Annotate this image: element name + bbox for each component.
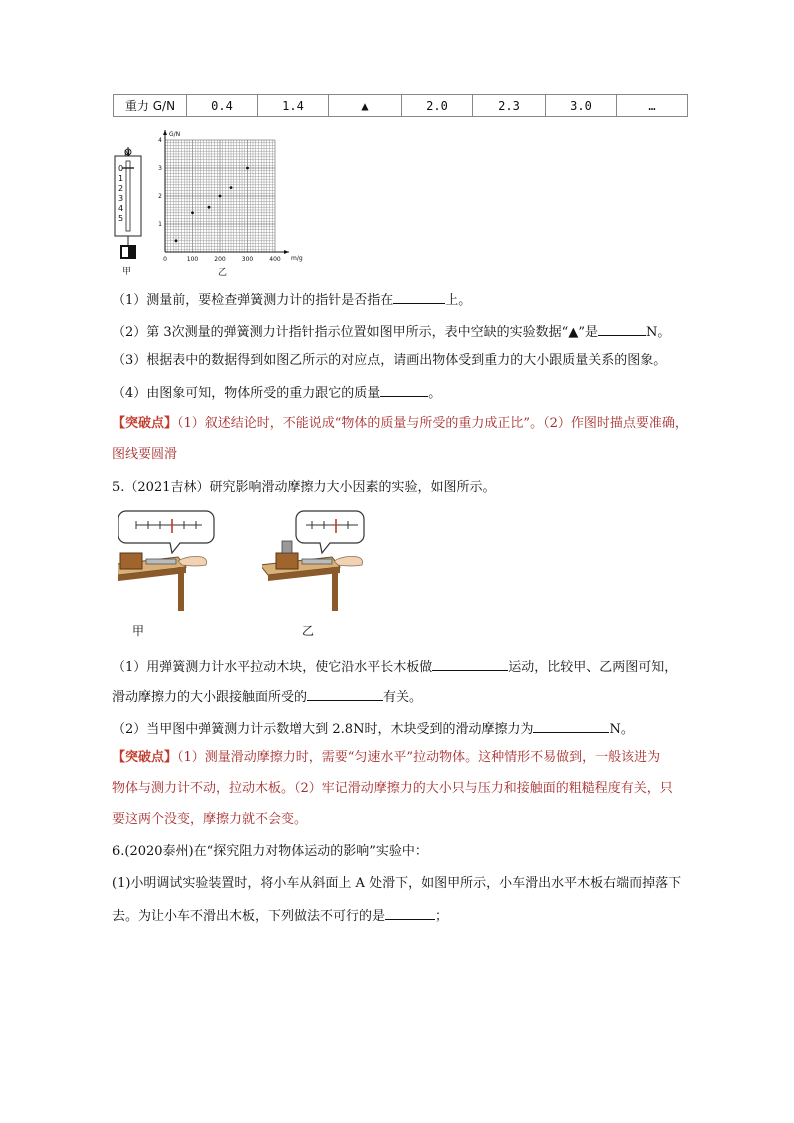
data-point xyxy=(230,186,233,189)
q4-p4-text: （4）由图象可知，物体所受的重力跟它的质量 xyxy=(112,386,381,401)
q4-part2 xyxy=(112,321,670,343)
answer-blank[interactable] xyxy=(432,656,508,671)
q6-part1-line2 xyxy=(112,905,448,927)
answer-blank[interactable] xyxy=(380,382,428,397)
scale-tick: 5 xyxy=(118,214,124,223)
data-point xyxy=(175,239,178,242)
tip2-line3: 要这两个没变，摩擦力就不会变。 xyxy=(112,812,308,827)
answer-blank[interactable] xyxy=(533,718,609,733)
q5-part1-line2 xyxy=(112,686,422,708)
answer-blank[interactable] xyxy=(307,686,383,701)
table-cell: 2.0 xyxy=(402,95,473,117)
q4-part4 xyxy=(112,382,441,404)
x-axis-arrow xyxy=(284,250,289,254)
table-cell: 0.4 xyxy=(187,95,258,117)
q5-p2-end: N。 xyxy=(609,722,634,737)
figure-label-yi: 乙 xyxy=(302,624,315,638)
x-tick-label: 200 xyxy=(214,256,226,263)
q5-part2 xyxy=(112,718,634,740)
table-header: 重力 G/N xyxy=(114,95,187,117)
tip-text: （1）测量滑动摩擦力时，需要“匀速水平”拉动物体。这种情形不易做到，一般该进为 xyxy=(177,750,661,765)
data-table xyxy=(113,94,688,117)
y-axis-arrow xyxy=(163,130,167,135)
table-cell: 2.3 xyxy=(473,95,546,117)
table-cell: 1.4 xyxy=(258,95,329,117)
y-tick-label: 3 xyxy=(158,165,162,172)
q4-p1-end: 上。 xyxy=(445,293,472,308)
data-point xyxy=(219,195,222,198)
q4-part1 xyxy=(112,289,471,311)
q6-p1-text: 去。为让小车不滑出木板，下列做法不可行的是 xyxy=(112,909,386,924)
tip1-line1 xyxy=(112,414,688,434)
figure-label-jia: 甲 xyxy=(132,624,145,638)
scale-tick: 0 xyxy=(118,164,124,173)
table-cell: ▲ xyxy=(329,95,402,117)
q6-title: 6.(2020泰州)在“探究阻力对物体运动的影响”实验中： xyxy=(112,844,428,859)
scale-tick: 3 xyxy=(118,194,124,203)
tip-heading: 【突破点】 xyxy=(112,416,178,431)
y-tick-label: 4 xyxy=(158,137,162,144)
scale-top-mark: N xyxy=(124,149,130,158)
q4-p2-text: （2）第 3次测量的弹簧测力计指针指示位置如图甲所示，表中空缺的实验数据“▲”是 xyxy=(112,325,598,340)
tip2-line2: 物体与测力计不动，拉动木板。（2）牢记滑动摩擦力的大小只与压力和接触面的粗糙程度有关，只 xyxy=(112,781,673,796)
q5-part1-line1 xyxy=(112,656,677,678)
q6-part1-line1: (1)小明调试实验装置时，将小车从斜面上 A 处滑下，如图甲所示，小车滑出水平木板右端而掉落下 xyxy=(112,876,682,891)
q5-p2-text: （2）当甲图中弹簧测力计示数增大到 2.8N时，木块受到的滑动摩擦力为 xyxy=(112,722,534,737)
tip1-line2: 图线要圆滑 xyxy=(112,447,178,462)
y-tick-label: 2 xyxy=(158,193,162,200)
figure-label-yi: 乙 xyxy=(218,268,228,278)
x-tick-label: 0 xyxy=(163,256,167,263)
friction-figure-right xyxy=(262,507,372,617)
q4-p2-end: N。 xyxy=(645,325,671,340)
tip-heading: 【突破点】 xyxy=(112,750,178,765)
q5-title: 5.（2021吉林）研究影响滑动摩擦力大小因素的实验，如图所示。 xyxy=(112,480,496,495)
y-tick-label: 1 xyxy=(158,221,162,228)
table-cell: … xyxy=(617,95,688,117)
spring-scale-figure xyxy=(108,145,152,263)
data-point xyxy=(208,206,211,209)
scale-tick: 1 xyxy=(118,174,124,183)
data-point xyxy=(191,211,194,214)
table-cell: 3.0 xyxy=(546,95,617,117)
y-axis-label: G/N xyxy=(169,131,181,138)
q5-p1-text2: 滑动摩擦力的大小跟接触面所受的 xyxy=(112,690,308,705)
answer-blank[interactable] xyxy=(393,289,445,304)
friction-figure-left xyxy=(118,507,218,617)
q4-part3: （3）根据表中的数据得到如图乙所示的对应点，请画出物体受到重力的大小跟质量关系的图象。 xyxy=(112,353,667,368)
scale-tick: 2 xyxy=(118,184,124,193)
q5-p1-mid: 运动，比较甲、乙两图可知， xyxy=(508,660,678,675)
x-axis-label: m/g xyxy=(291,255,303,262)
q4-p1-text: （1）测量前，要检查弹簧测力计的指针是否指在 xyxy=(112,293,394,308)
q5-p1-end: 有关。 xyxy=(383,690,423,705)
figure-label-jia: 甲 xyxy=(122,267,132,277)
q4-p4-end: 。 xyxy=(428,386,442,401)
tip-text: （1）叙述结论时，不能说成“物体的质量与所受的重力成正比”。（2）作图时描点要准确， xyxy=(177,416,688,431)
x-tick-label: 100 xyxy=(186,256,199,263)
q5-p1-text: （1）用弹簧测力计水平拉动木块，使它沿水平长木板做 xyxy=(112,660,433,675)
answer-blank[interactable] xyxy=(598,321,646,336)
scale-tick: 4 xyxy=(118,204,124,213)
x-tick-label: 300 xyxy=(241,256,254,263)
tip2-line1 xyxy=(112,748,660,768)
q6-p1-end: ； xyxy=(435,909,449,924)
answer-blank[interactable] xyxy=(385,905,435,920)
data-point xyxy=(246,167,249,170)
mass-weight-graph xyxy=(155,125,305,270)
x-tick-label: 400 xyxy=(269,256,281,263)
